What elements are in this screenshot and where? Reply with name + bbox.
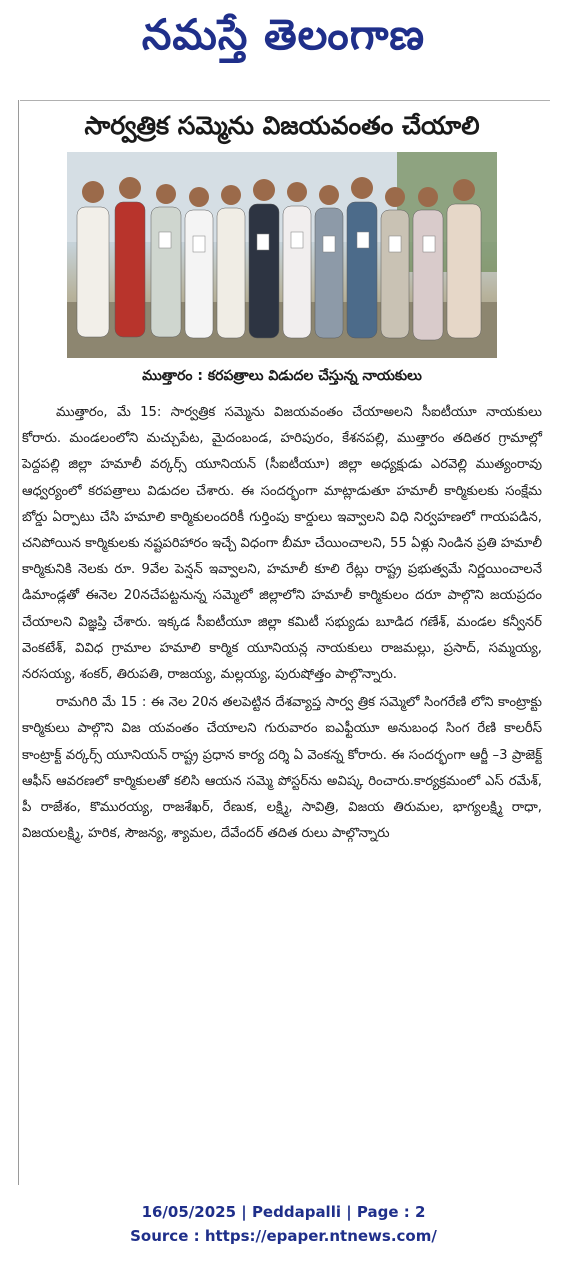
column-rule-vertical — [18, 100, 19, 1185]
newspaper-masthead — [0, 0, 567, 80]
photo-caption: ముత్తారం : కరపత్రాలు విడుదల చేస్తున్న నాయకులు — [142, 368, 422, 384]
news-photo — [67, 152, 497, 358]
article-body — [22, 400, 542, 849]
article-headline: సార్వత్రిక సమ్మెను విజయవంతం చేయాలి — [84, 111, 480, 140]
masthead-title: నమస్తే తెలంగాణ — [141, 10, 426, 59]
column-rule-horizontal — [20, 100, 550, 101]
article-paragraph: రామగిరి మే 15 : ఈ నెల 20న తలపెట్టిన దేశవ్యాప్త సార్వ త్రిక సమ్మెలో సింగరేణి లోని కాంట్రాక్టు కార్మికులు పాల్గొని విజ యవంతం చేయాలని గురువారం ఐఎఫ్టీయూ అనుబంధ సింగ రేణి కాలరీస్ కాంట్రాక్ట్ వర్కర్స్ యూనియన్ రాష్ట్ర ప్రధాన కార్య దర్శి ఏ వెంకన్న కోరారు. ఈ సందర్భంగా ఆర్జీ –3 ప్రాజెక్ట్ ఆఫీస్ ఆవరణలో కార్మికులతో కలిసి ఆయన సమ్మె పోస్టర్‌ను అవిష్క రించారు.కార్యక్రమంలో ఎస్ రమేశ్, పీ రాజేశం, కొమురయ్య, రాజశేఖర్, రేణుక, లక్ష్మి, సావిత్రి, విజయ తిరుమల, భాగ్యలక్ష్మి రాధా, విజయలక్ష్మి, హరిక, సౌజన్య, శ్యామల, దేవేందర్ తదిత రులు పాల్గొన్నారు — [22, 695, 542, 842]
page-footer — [0, 1200, 567, 1248]
group-photo-illustration — [67, 152, 497, 358]
footer-source-link[interactable]: Source : https://epaper.ntnews.com/ — [130, 1227, 437, 1245]
article-paragraph: ముత్తారం, మే 15: సార్వత్రిక సమ్మెను విజయవంతం చేయాఅలని సీఐటీయూ నాయకులు కోరారు. మండలంలోని మచ్చుపేట, మైదంబండ, హరిపురం, కేశనపల్లి, ముత్తారం తదితర గ్రామాల్లో పెద్దపల్లి జిల్లా హమాలీ వర్కర్స్ యూనియన్ (సీఐటీయూ) జిల్లా అధ్యక్షుడు ఎరవెల్లి ముత్యంరావు ఆధ్వర్యంలో కరపత్రాలు విడుదల చేశారు. ఈ సందర్భంగా మాట్లాడుతూ హమాలీ కార్మికులకు సంక్షేమ బోర్డు ఏర్పాటు చేసి హమాలి కార్మికులందరికీ గుర్తింపు కార్డులు ఇవ్వాలని విధి నిర్వహణలో గాయపడిన, చనిపోయిన కార్మికులకు నష్టపరిహారం ఇచ్చే విధంగా బీమా చేయించాలని, 55 ఏళ్లు నిండిన ప్రతి హమాలీ కార్మికునికి నెలకు రూ. 9వేల పెన్షన్ ఇవ్వాలని, హమాలీ కూలి రేట్లు రాష్ట్ర ప్రభుత్వమే నిర్ణయించాలనే డిమాండ్లతో ఈనెల 20నచేపట్టనున్న సమ్మెలో జిల్లాలోని హమాలీ కార్మికులం దరూ పాల్గొని జయప్రదం చేయాలని విజ్ఞప్తి చేశారు. ఇక్కడ సీఐటీయూ జిల్లా కమిటీ సభ్యుడు బూడిద గణేశ్, మండల కన్వీనర్ వెంకటేశ్, వివిధ గ్రామాల హమాలి కార్మిక యూనియన్ల నాయకులు రాజమల్లు, ప్రసాద్, సమ్మయ్య, నరసయ్య, శంకర్, తిరుపతి, రాజయ్య, మల్లయ్య, పురుషోత్తం పాల్గొన్నారు. — [22, 405, 542, 683]
footer-date-edition: 16/05/2025 | Peddapalli | Page : 2 — [141, 1203, 426, 1221]
